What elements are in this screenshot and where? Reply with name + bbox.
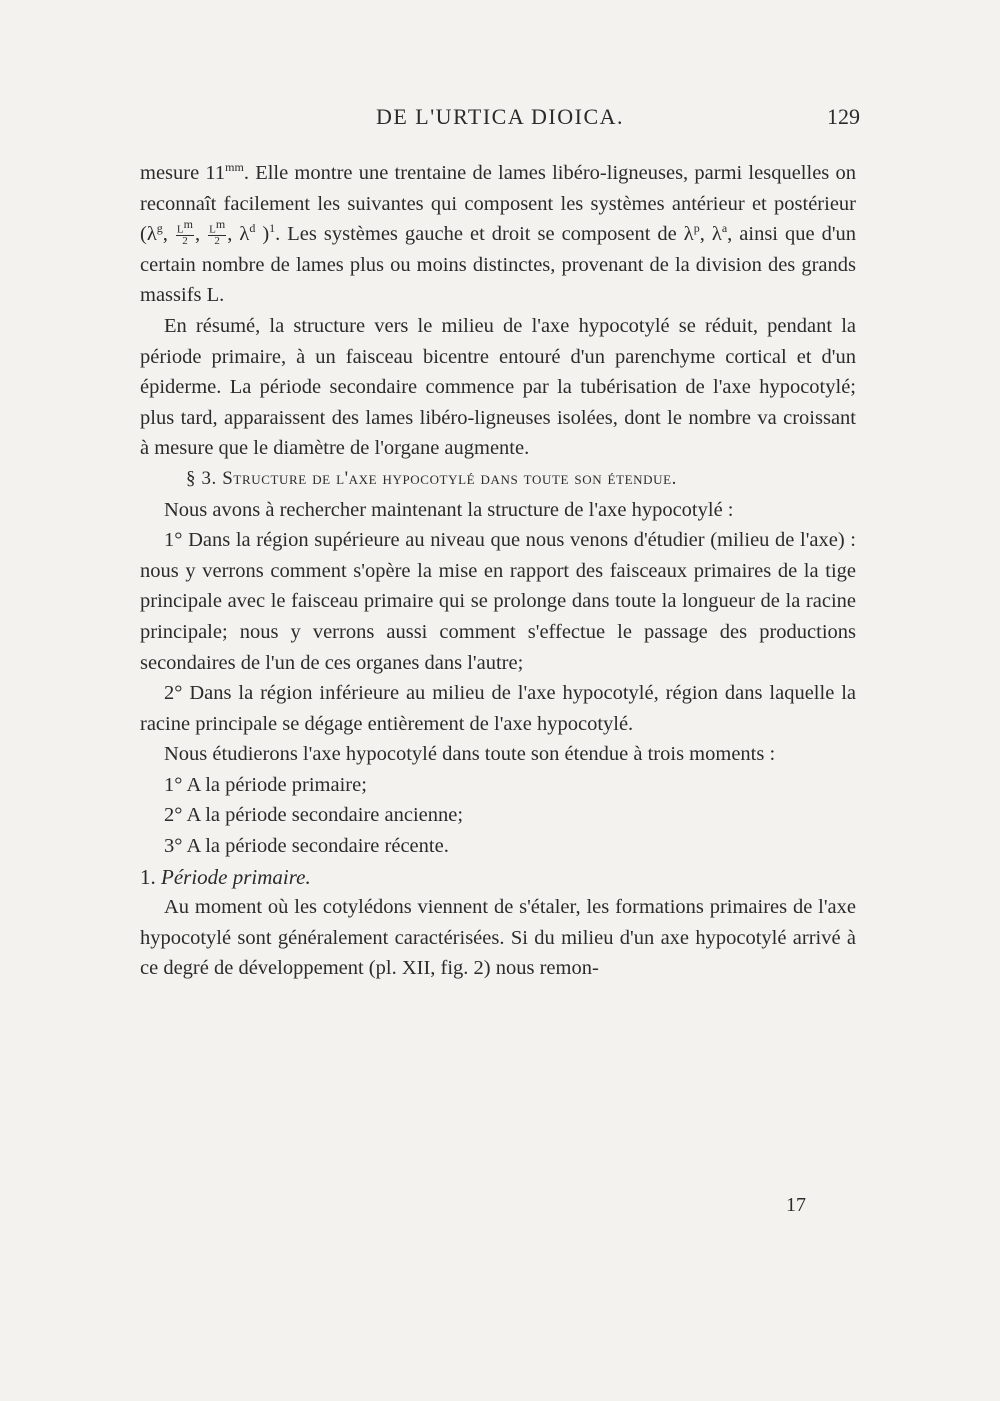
text-run: ) [255,223,270,246]
text-run: mesure 11 [140,162,226,184]
text-run: . Elle montre une trentaine de lames libéro-ligneuses, parmi lesquelles on reconnaît facilement les suivantes qui composent les systèmes antérieur et postérieur ( [140,162,856,246]
paragraph-4: 1° Dans la région supérieure au niveau que nous venons d'étudier (milieu de l'axe) : nous y verrons comment s'opère la mise en rapport des faisceaux primaires de la tige principale avec le faisceau primaire qui se prolonge dans toute la longueur de la racine principale; nous y verrons aussi comment s'effectue le passage des productions secondaires de l'un de ces organes dans l'autre; [140,529,856,674]
text-run: , ainsi que d'un certain nombre de lames plus ou moins distinctes, provenant de la division des grands massifs L. [140,223,857,307]
section-number: § 3. [186,467,217,489]
text-run: . Les systèmes gauche et droit se composent de [275,223,684,246]
body-text [140,158,856,984]
paragraph-7: Au moment où les cotylédons viennent de s'étaler, les formations primaires de l'axe hypocotylé sont généralement caractérisées. Si du milieu d'un axe hypocotylé arrivé à ce degré de développement (pl. XII, fig. 2) nous remon- [140,896,856,980]
fraction [176,216,194,248]
list-item: 1° A la période primaire; [164,773,367,796]
superscript: m [183,216,193,231]
text-run: L [176,223,184,236]
superscript: p [693,221,700,236]
running-title: DE L'URTICA DIOICA. [375,104,625,129]
signature-mark: 17 [786,1194,806,1216]
lambda-symbol: λ [239,223,250,246]
fraction-denominator: 2 [214,235,220,248]
section-title: Structure de l'axe hypocotylé dans toute son étendue. [222,467,678,489]
superscript: g [156,221,163,236]
text-run: L [209,223,216,236]
paragraph-6: Nous étudierons l'axe hypocotylé dans toute son étendue à trois moments : [164,743,776,766]
section-heading [140,464,856,495]
fraction-denominator: 2 [182,235,188,248]
superscript: a [721,221,728,236]
lambda-symbol: λ [146,223,157,246]
text-run: , [699,223,712,246]
superscript: mm [225,160,244,175]
sub-heading-title: Période primaire. [161,864,311,889]
paragraph-3: Nous avons à rechercher maintenant la structure de l'axe hypocotylé : [164,498,734,521]
list-item: 2° A la période secondaire ancienne; [164,804,464,827]
paragraph-5: 2° Dans la région inférieure au milieu de l'axe hypocotylé, région dans laquelle la racine principale se dégage entièrement de l'axe hypocotylé. [140,682,856,735]
text-run: , [227,223,240,246]
text-run: , [195,223,208,246]
sub-heading-number: 1. [140,864,156,889]
lambda-symbol: λ [711,223,722,246]
footnote-marker[interactable]: 1 [269,221,276,236]
superscript: m [215,216,226,231]
sub-heading [140,862,856,893]
paragraph-1 [140,158,856,311]
fraction [208,216,226,248]
list-item: 3° A la période secondaire récente. [164,835,449,858]
lambda-symbol: λ [683,223,694,246]
page-number: 129 [827,104,860,129]
superscript: d [249,221,256,236]
paragraph-2: En résumé, la structure vers le milieu de l'axe hypocotylé se réduit, pendant la période primaire, à un faisceau bicentre entouré d'un parenchyme cortical et d'un épiderme. La période secondaire commence par la tubérisation de l'axe hypocotylé; plus tard, apparaissent des lames libéro-ligneuses isolées, dont le nombre va croissant à mesure que le diamètre de l'organe augmente. [140,314,856,460]
text-run: , [162,223,175,246]
running-head [140,104,860,136]
